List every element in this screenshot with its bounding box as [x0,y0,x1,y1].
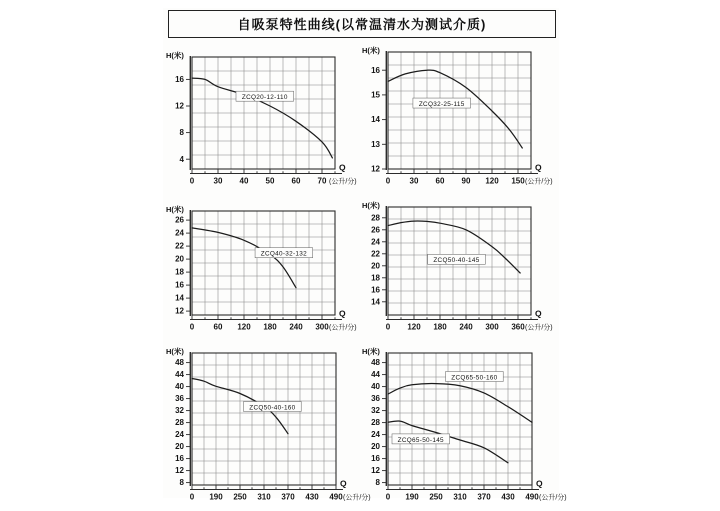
x-axis-unit: (公升/分) [539,494,567,502]
svg-text:0: 0 [385,176,391,186]
svg-text:26: 26 [175,215,184,225]
x-axis [190,170,357,186]
svg-text:12: 12 [175,466,184,476]
svg-text:15: 15 [371,90,380,100]
svg-text:310: 310 [453,492,467,502]
y-axis-title: H(米) [166,205,184,214]
pump-curve-svg [165,201,365,341]
pump-curve-svg [361,343,567,511]
pump-curve-chart-3 [165,197,361,341]
pump-curve-svg [361,197,561,341]
svg-text:60: 60 [213,322,223,332]
pump-curve-svg [165,343,371,511]
x-axis [386,316,553,332]
svg-text:30: 30 [213,176,223,186]
svg-text:32: 32 [175,406,184,416]
svg-text:36: 36 [175,394,184,404]
chart-model-label [413,98,471,108]
svg-text:370: 370 [281,492,295,502]
svg-text:12: 12 [371,466,380,476]
svg-text:250: 250 [233,492,247,502]
svg-text:24: 24 [371,237,380,247]
q-axis-label: Q [535,162,542,173]
svg-text:16: 16 [175,75,184,84]
svg-text:490: 490 [329,492,343,502]
svg-text:18: 18 [175,267,184,277]
svg-text:40: 40 [175,382,184,392]
svg-text:50: 50 [265,176,275,186]
svg-text:28: 28 [175,418,184,428]
chart-curve [388,221,520,273]
svg-text:0: 0 [385,492,391,502]
svg-text:0: 0 [189,176,195,186]
svg-text:8: 8 [179,128,184,138]
svg-text:13: 13 [371,139,380,149]
svg-text:370: 370 [477,492,491,502]
svg-text:14: 14 [371,297,380,307]
svg-text:300: 300 [315,322,329,332]
svg-text:ZCQ50-40-160: ZCQ50-40-160 [249,404,296,412]
svg-text:190: 190 [209,492,223,502]
svg-text:40: 40 [371,382,380,392]
pump-curve-chart-1 [165,42,361,195]
svg-text:26: 26 [371,225,380,235]
svg-text:190: 190 [405,492,419,502]
svg-text:20: 20 [175,254,184,264]
svg-text:70: 70 [317,176,327,186]
svg-text:ZCQ65-50-160: ZCQ65-50-160 [451,374,498,382]
svg-text:360: 360 [511,322,525,332]
svg-text:ZCQ40-32-132: ZCQ40-32-132 [260,250,307,258]
q-axis-label: Q [340,478,347,489]
chart-model-label [255,248,313,258]
svg-text:180: 180 [263,322,277,332]
svg-text:20: 20 [175,442,184,452]
pump-curve-chart-4 [361,197,557,341]
page-title-text: 自吸泵特性曲线(以常温清水为测试介质) [237,17,487,32]
y-tick-labels [371,66,386,174]
svg-text:40: 40 [239,176,249,186]
chart-curve [388,70,522,148]
x-axis [386,170,553,186]
q-axis-label: Q [339,308,346,319]
y-axis-title: H(米) [362,46,380,55]
chart-model-label [446,372,504,382]
svg-text:24: 24 [371,430,380,440]
svg-text:0: 0 [189,322,195,332]
svg-text:28: 28 [371,213,380,223]
svg-text:490: 490 [525,492,539,502]
chart-grid [192,353,336,485]
svg-text:22: 22 [175,241,184,251]
y-tick-labels [175,358,190,487]
y-axis-title: H(米) [166,347,184,356]
pump-curve-svg [165,47,365,195]
q-axis-label: Q [536,478,543,489]
svg-text:180: 180 [433,322,447,332]
svg-text:16: 16 [175,454,184,464]
svg-text:300: 300 [485,322,499,332]
svg-text:16: 16 [371,454,380,464]
svg-text:ZCQ65-50-145: ZCQ65-50-145 [397,436,444,444]
chart-curve [192,78,332,158]
q-axis-label: Q [535,308,542,319]
svg-text:150: 150 [511,176,525,186]
svg-text:44: 44 [371,370,380,380]
svg-text:120: 120 [237,322,251,332]
svg-text:430: 430 [305,492,319,502]
svg-text:ZCQ50-40-145: ZCQ50-40-145 [433,257,480,265]
x-axis-unit: (公升/分) [343,494,371,502]
svg-text:36: 36 [371,394,380,404]
svg-text:22: 22 [371,249,380,259]
svg-text:310: 310 [257,492,271,502]
svg-text:12: 12 [175,306,184,316]
svg-text:18: 18 [371,273,380,283]
catalog-page [163,8,567,502]
svg-text:120: 120 [407,322,421,332]
svg-text:8: 8 [375,478,380,488]
y-tick-labels [371,213,386,306]
pump-curve-chart-6 [361,343,567,511]
chart-model-label [428,254,486,264]
pump-curve-svg [361,42,561,195]
svg-text:8: 8 [179,478,184,488]
svg-text:48: 48 [175,358,184,368]
svg-text:12: 12 [371,164,380,174]
y-axis-title: H(米) [362,347,380,356]
svg-text:430: 430 [501,492,515,502]
y-tick-labels [371,358,386,487]
chart-grid [192,211,335,315]
page-title [168,10,556,38]
svg-text:24: 24 [175,228,184,238]
svg-text:48: 48 [371,358,380,368]
x-axis [190,316,357,332]
svg-text:20: 20 [371,442,380,452]
chart-grid [388,52,531,169]
svg-text:60: 60 [435,176,445,186]
svg-text:16: 16 [371,65,380,75]
charts-grid [163,42,567,511]
x-axis-unit: (公升/分) [525,324,553,332]
svg-text:12: 12 [175,101,184,111]
svg-text:4: 4 [179,154,184,164]
svg-text:ZCQ20-12-110: ZCQ20-12-110 [241,94,288,102]
svg-text:14: 14 [175,293,184,303]
y-axis-title: H(米) [166,51,184,60]
svg-text:250: 250 [429,492,443,502]
q-axis-label: Q [339,162,346,173]
svg-text:0: 0 [385,322,391,332]
svg-text:20: 20 [371,261,380,271]
svg-text:90: 90 [461,176,471,186]
svg-text:30: 30 [409,176,419,186]
svg-text:24: 24 [175,430,184,440]
y-tick-labels [175,75,190,164]
svg-text:60: 60 [291,176,301,186]
pump-curve-chart-5 [165,343,371,511]
x-axis-unit: (公升/分) [329,178,357,186]
svg-text:120: 120 [485,176,499,186]
svg-text:32: 32 [371,406,380,416]
svg-text:240: 240 [459,322,473,332]
y-tick-labels [175,216,190,316]
svg-text:14: 14 [371,115,380,125]
svg-text:28: 28 [371,418,380,428]
chart-model-label [392,434,450,444]
svg-text:16: 16 [175,280,184,290]
svg-text:44: 44 [175,370,184,380]
chart-grid [192,57,335,169]
pump-curve-chart-2 [361,42,557,195]
chart-model-label [236,91,294,101]
svg-text:240: 240 [289,322,303,332]
svg-text:ZCQ32-25-115: ZCQ32-25-115 [418,100,465,108]
x-axis-unit: (公升/分) [329,324,357,332]
x-axis-unit: (公升/分) [525,178,553,186]
chart-model-label [244,402,302,412]
y-axis-title: H(米) [362,201,380,210]
svg-text:16: 16 [371,285,380,295]
svg-text:0: 0 [189,492,195,502]
